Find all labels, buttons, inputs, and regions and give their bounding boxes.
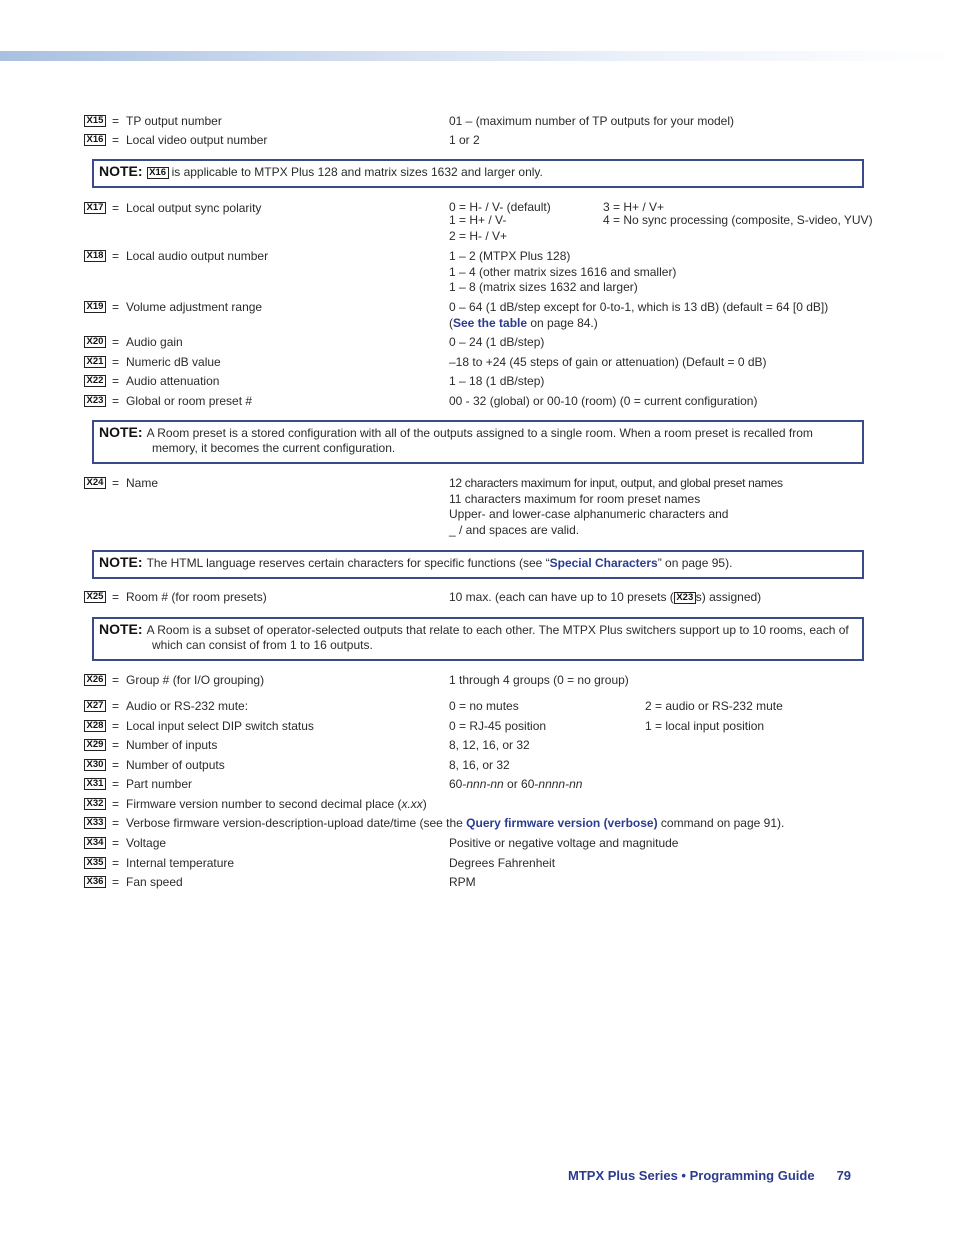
equals-sign: = — [112, 719, 120, 733]
variable-tag: X34 — [84, 837, 106, 849]
variable-tag: X17 — [84, 202, 106, 214]
equals-sign: = — [112, 758, 120, 772]
variable-label: Numeric dB value — [126, 355, 221, 369]
variable-tag: X19 — [84, 301, 106, 313]
variable-tag: X18 — [84, 250, 106, 262]
variable-label: Audio or RS-232 mute: — [126, 699, 249, 713]
variable-tag: X26 — [84, 674, 106, 686]
variable-tag: X36 — [84, 876, 106, 888]
equals-sign: = — [112, 816, 120, 830]
special-characters-link[interactable]: Special Characters — [549, 556, 658, 570]
note-box-html-reserved: NOTE: The HTML language reserves certain characters for specific functions (see “Special Characters” on page 95). — [92, 550, 864, 579]
note-label: NOTE: — [99, 163, 143, 179]
equals-sign: = — [112, 699, 120, 713]
variable-row-x28 — [84, 719, 874, 735]
variable-tag: X27 — [84, 700, 106, 712]
variable-tag: X21 — [84, 356, 106, 368]
note-label: NOTE: — [99, 424, 143, 440]
equals-sign: = — [112, 201, 120, 215]
variable-value: 60-nnn-nn or 60-nnnn-nn — [449, 777, 583, 791]
variable-value: 8, 12, 16, or 32 — [449, 738, 530, 752]
note-box-room — [92, 617, 864, 661]
variable-row-x18 — [84, 249, 874, 297]
note-box-room-preset — [92, 420, 864, 464]
variable-row-x19 — [84, 300, 874, 332]
variable-row-x33 — [84, 816, 874, 832]
variable-row-x22 — [84, 374, 874, 390]
variable-row-x36 — [84, 875, 874, 891]
variable-value: 1 – 18 (1 dB/step) — [449, 374, 545, 388]
note-label: NOTE: — [99, 554, 143, 570]
variable-value: 0 = no mutes — [449, 699, 519, 713]
equals-sign: = — [112, 335, 120, 349]
footer-title: MTPX Plus Series • Programming Guide — [568, 1168, 815, 1183]
variable-value: 12 characters maximum for input, output, and global preset names 11 characters maximum for room preset names Upper- and lower-case alphanumeric characters and _ / and spaces are valid. — [449, 476, 783, 537]
variable-value: 1 – 2 (MTPX Plus 128) 1 – 4 (other matrix sizes 1616 and smaller) 1 – 8 (matrix sizes 1632 and larger) — [449, 249, 677, 294]
variable-tag: X22 — [84, 375, 106, 387]
equals-sign: = — [112, 856, 120, 870]
equals-sign: = — [112, 476, 120, 490]
variable-tag: X23 — [84, 395, 106, 407]
variable-value: 8, 16, or 32 — [449, 758, 510, 772]
variable-label: Fan speed — [126, 875, 183, 889]
equals-sign: = — [112, 300, 120, 314]
page-number: 79 — [836, 1168, 852, 1183]
variable-label: Part number — [126, 777, 193, 791]
variable-row-x20 — [84, 335, 874, 351]
equals-sign: = — [112, 249, 120, 263]
variable-row-x16 — [84, 133, 874, 149]
variable-row-x23 — [84, 394, 874, 410]
query-firmware-verbose-link[interactable]: Query firmware version (verbose) — [466, 816, 658, 830]
variable-tag: X35 — [84, 857, 106, 869]
variable-row-x15 — [84, 114, 874, 130]
variable-value: 0 – 64 (1 dB/step except for 0-to-1, which is 13 dB) (default = 64 [0 dB]) (See the table on page 84.) — [449, 300, 829, 330]
equals-sign: = — [112, 394, 120, 408]
variable-value-col1: 0 = H- / V- (default) 1 = H+ / V- 2 = H- / V+ — [449, 200, 551, 243]
note-text-line1: A Room preset is a stored configuration with all of the outputs assigned to a single room. When a room preset is recalled from — [146, 426, 813, 440]
variable-row-x32 — [84, 797, 874, 813]
note-text: is applicable to MTPX Plus 128 and matrix sizes 1632 and larger only. — [171, 165, 543, 179]
equals-sign: = — [112, 590, 120, 604]
variable-row-x35 — [84, 856, 874, 872]
variable-label: Internal temperature — [126, 856, 235, 870]
variable-label: Audio gain — [126, 335, 183, 349]
note-text-line1: A Room is a subset of operator-selected outputs that relate to each other. The MTPX Plus switchers support up to 10 rooms, each of — [146, 623, 849, 637]
variable-label: Voltage — [126, 836, 167, 850]
variable-tag: X20 — [84, 336, 106, 348]
variable-label: Local input select DIP switch status — [126, 719, 314, 733]
equals-sign: = — [112, 875, 120, 889]
page-footer — [568, 1168, 851, 1183]
variable-tag: X25 — [84, 591, 106, 603]
equals-sign: = — [112, 836, 120, 850]
variable-row-x34 — [84, 836, 874, 852]
variable-row-x21 — [84, 355, 874, 371]
variable-value-2: 2 = audio or RS-232 mute — [645, 699, 783, 713]
equals-sign: = — [112, 114, 120, 128]
equals-sign: = — [112, 797, 120, 811]
variable-row-x17 — [84, 201, 874, 247]
variable-value: 00 - 32 (global) or 00-10 (room) (0 = current configuration) — [449, 394, 758, 408]
variable-value-2: 1 = local input position — [645, 719, 765, 733]
equals-sign: = — [112, 777, 120, 791]
note-box-x16 — [92, 159, 864, 188]
equals-sign: = — [112, 133, 120, 147]
variable-value: Positive or negative voltage and magnitude — [449, 836, 679, 850]
variable-value: 10 max. (each can have up to 10 presets ( X23 s) assigned) — [449, 590, 762, 604]
variable-value: 01 – (maximum number of TP outputs for your model) — [449, 114, 735, 128]
variable-label: Audio attenuation — [126, 374, 220, 388]
variable-row-x31 — [84, 777, 874, 793]
variable-value: –18 to +24 (45 steps of gain or attenuation) (Default = 0 dB) — [449, 355, 767, 369]
variable-label: Name — [126, 476, 159, 490]
variable-value: 1 or 2 — [449, 133, 480, 147]
variable-row-x25 — [84, 590, 874, 606]
variable-tag: X33 — [84, 817, 106, 829]
variable-tag: X31 — [84, 778, 106, 790]
variable-tag: X16 — [84, 134, 106, 146]
variable-label: Firmware version number to second decimal place (x.xx) — [126, 797, 427, 811]
variable-value: 1 through 4 groups (0 = no group) — [449, 673, 629, 687]
variable-label: Volume adjustment range — [126, 300, 263, 314]
variable-row-x30 — [84, 758, 874, 774]
variable-value: 0 – 24 (1 dB/step) — [449, 335, 545, 349]
variable-label: Local audio output number — [126, 249, 269, 263]
variable-value: RPM — [449, 875, 476, 889]
equals-sign: = — [112, 374, 120, 388]
variable-tag: X16 — [147, 167, 169, 179]
variable-label: Local output sync polarity — [126, 201, 262, 215]
variable-tag: X32 — [84, 798, 106, 810]
variable-tag: X30 — [84, 759, 106, 771]
variable-tag: X24 — [84, 477, 106, 489]
equals-sign: = — [112, 355, 120, 369]
note-text-line2: memory, it becomes the current configuration. — [152, 441, 396, 455]
variable-tag: X29 — [84, 739, 106, 751]
variable-row-x29 — [84, 738, 874, 754]
variable-label: TP output number — [126, 114, 222, 128]
variable-row-x24 — [84, 476, 874, 540]
see-the-table-link[interactable]: See the table — [453, 315, 528, 330]
variable-row-x26 — [84, 673, 874, 689]
variable-label: Number of outputs — [126, 758, 225, 772]
variable-value: Degrees Fahrenheit — [449, 856, 556, 870]
variable-tag: X23 — [674, 592, 696, 604]
note-label: NOTE: — [99, 621, 143, 637]
equals-sign: = — [112, 673, 120, 687]
variable-label: Number of inputs — [126, 738, 218, 752]
variable-tag: X15 — [84, 115, 106, 127]
variable-label: Local video output number — [126, 133, 268, 147]
variable-label: Group # (for I/O grouping) — [126, 673, 265, 687]
variable-value-col2: 3 = H+ / V+ 4 = No sync processing (composite, S-video, YUV) — [603, 200, 873, 227]
variable-value: 0 = RJ-45 position — [449, 719, 547, 733]
variable-label: Room # (for room presets) — [126, 590, 267, 604]
variable-tag: X28 — [84, 720, 106, 732]
note-text-line2: which can consist of from 1 to 16 outputs. — [152, 638, 373, 652]
variable-row-x27 — [84, 699, 874, 715]
header-bar — [0, 51, 954, 61]
variable-label: Verbose firmware version-description-upload date/time (see the Query firmware version (verbose) command on page 91). — [126, 816, 785, 830]
variable-label: Global or room preset # — [126, 394, 253, 408]
equals-sign: = — [112, 738, 120, 752]
